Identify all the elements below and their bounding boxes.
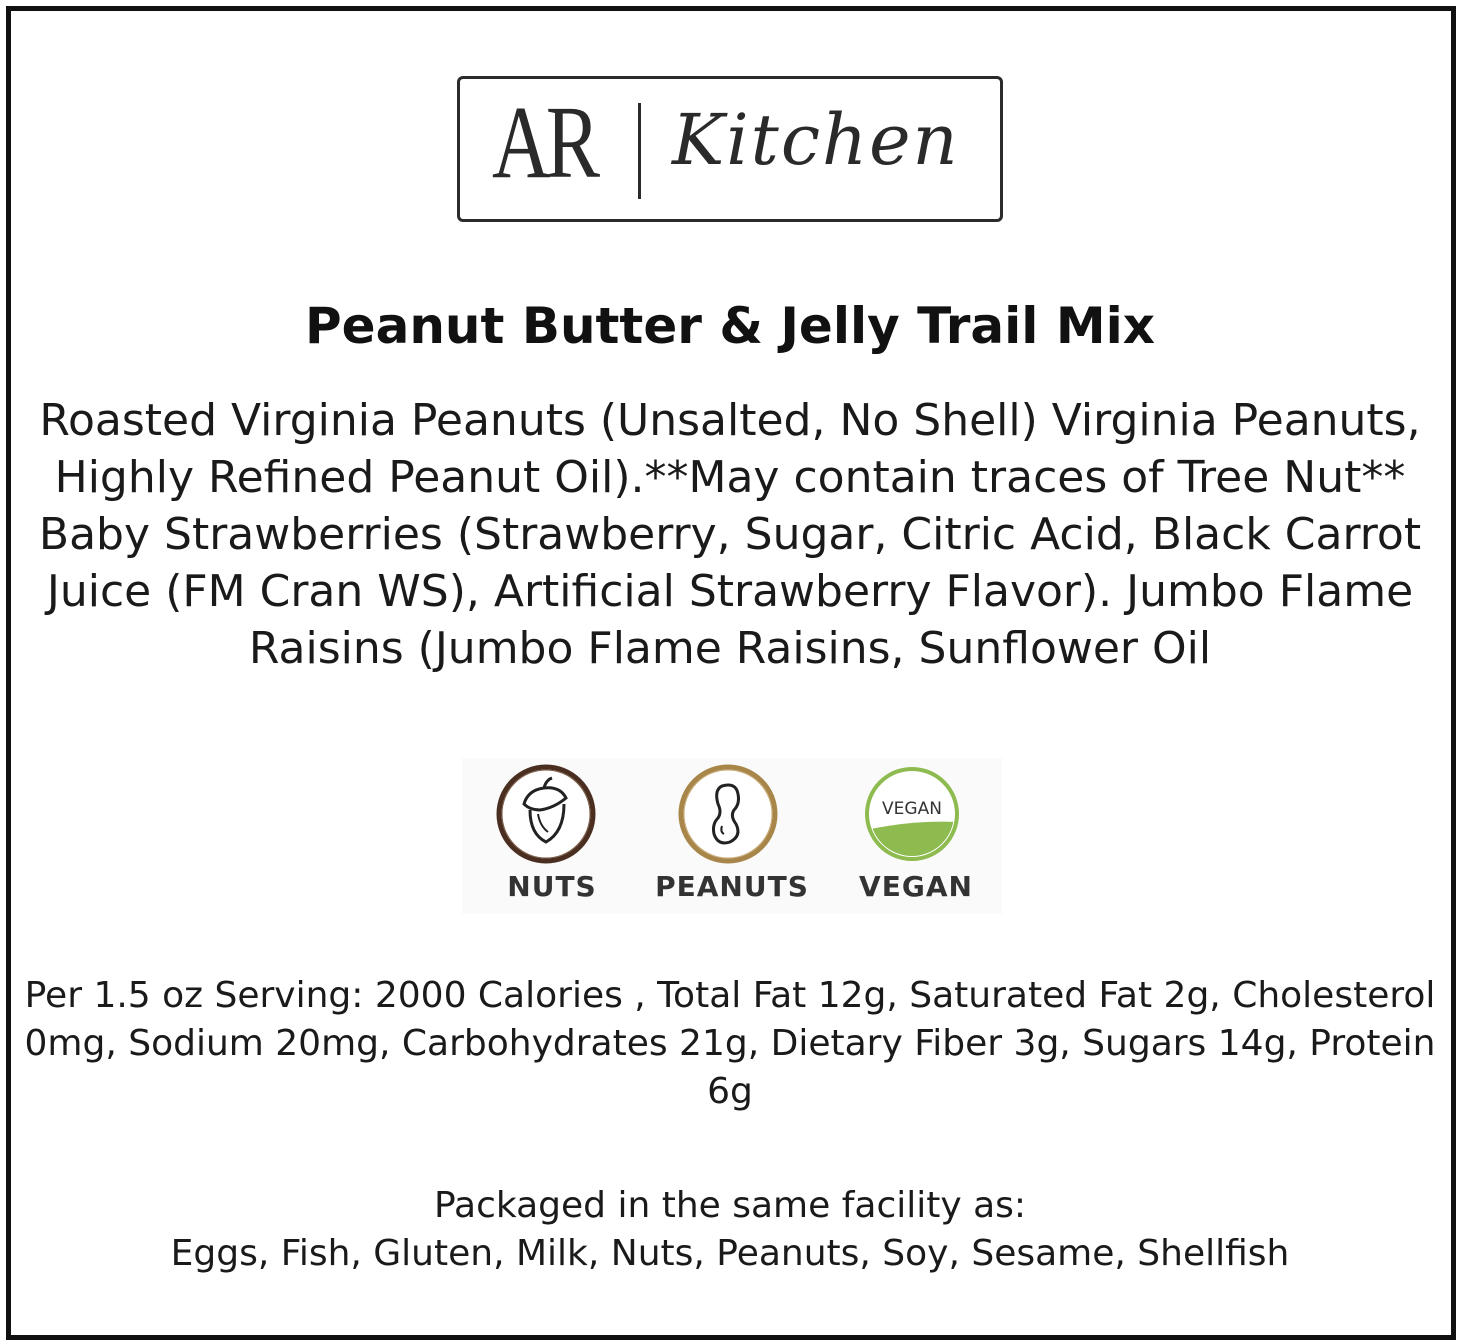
product-title: Peanut Butter & Jelly Trail Mix: [305, 297, 1155, 355]
brand-logo: [457, 76, 1003, 222]
acorn-icon: [494, 764, 610, 868]
badge-label: NUTS: [507, 870, 597, 903]
ingredients-text: Roasted Virginia Peanuts (Unsalted, No Shell) Virginia Peanuts, Highly Refined Peanut Oil).**May contain traces of Tree Nut** Baby Strawberries (Strawberry, Sugar, Citric Acid, Black Carrot Juice (FM Cran WS), Artificial Strawberry Flavor). Jumbo Flame Raisins (Jumbo Flame Raisins, Sunflower Oil: [38, 395, 1422, 674]
logo-wordmark: Kitchen: [672, 99, 960, 181]
allergen-badges: [462, 758, 1002, 914]
peanut-icon: [674, 764, 790, 868]
badge-label: VEGAN: [859, 870, 973, 903]
nutrition-facts: Per 1.5 oz Serving: 2000 Calories , Total Fat 12g, Saturated Fat 2g, Cholesterol 0mg, Sodium 20mg, Carbohydrates 21g, Dietary Fiber 3g, Sugars 14g, Protein 6g: [24, 975, 1436, 1112]
facility-heading: Packaged in the same facility as:: [433, 1185, 1027, 1226]
badge-peanuts: [642, 758, 822, 914]
badge-label: PEANUTS: [655, 870, 809, 903]
vegan-icon: [858, 764, 974, 868]
vegan-badge-text: VEGAN: [882, 799, 942, 819]
badge-nuts: [462, 758, 642, 914]
logo-initials: AR: [492, 85, 596, 200]
facility-allergens: Eggs, Fish, Gluten, Milk, Nuts, Peanuts, Soy, Sesame, Shellfish: [170, 1233, 1290, 1274]
badge-vegan: [826, 758, 1006, 914]
logo-divider: [638, 103, 641, 199]
